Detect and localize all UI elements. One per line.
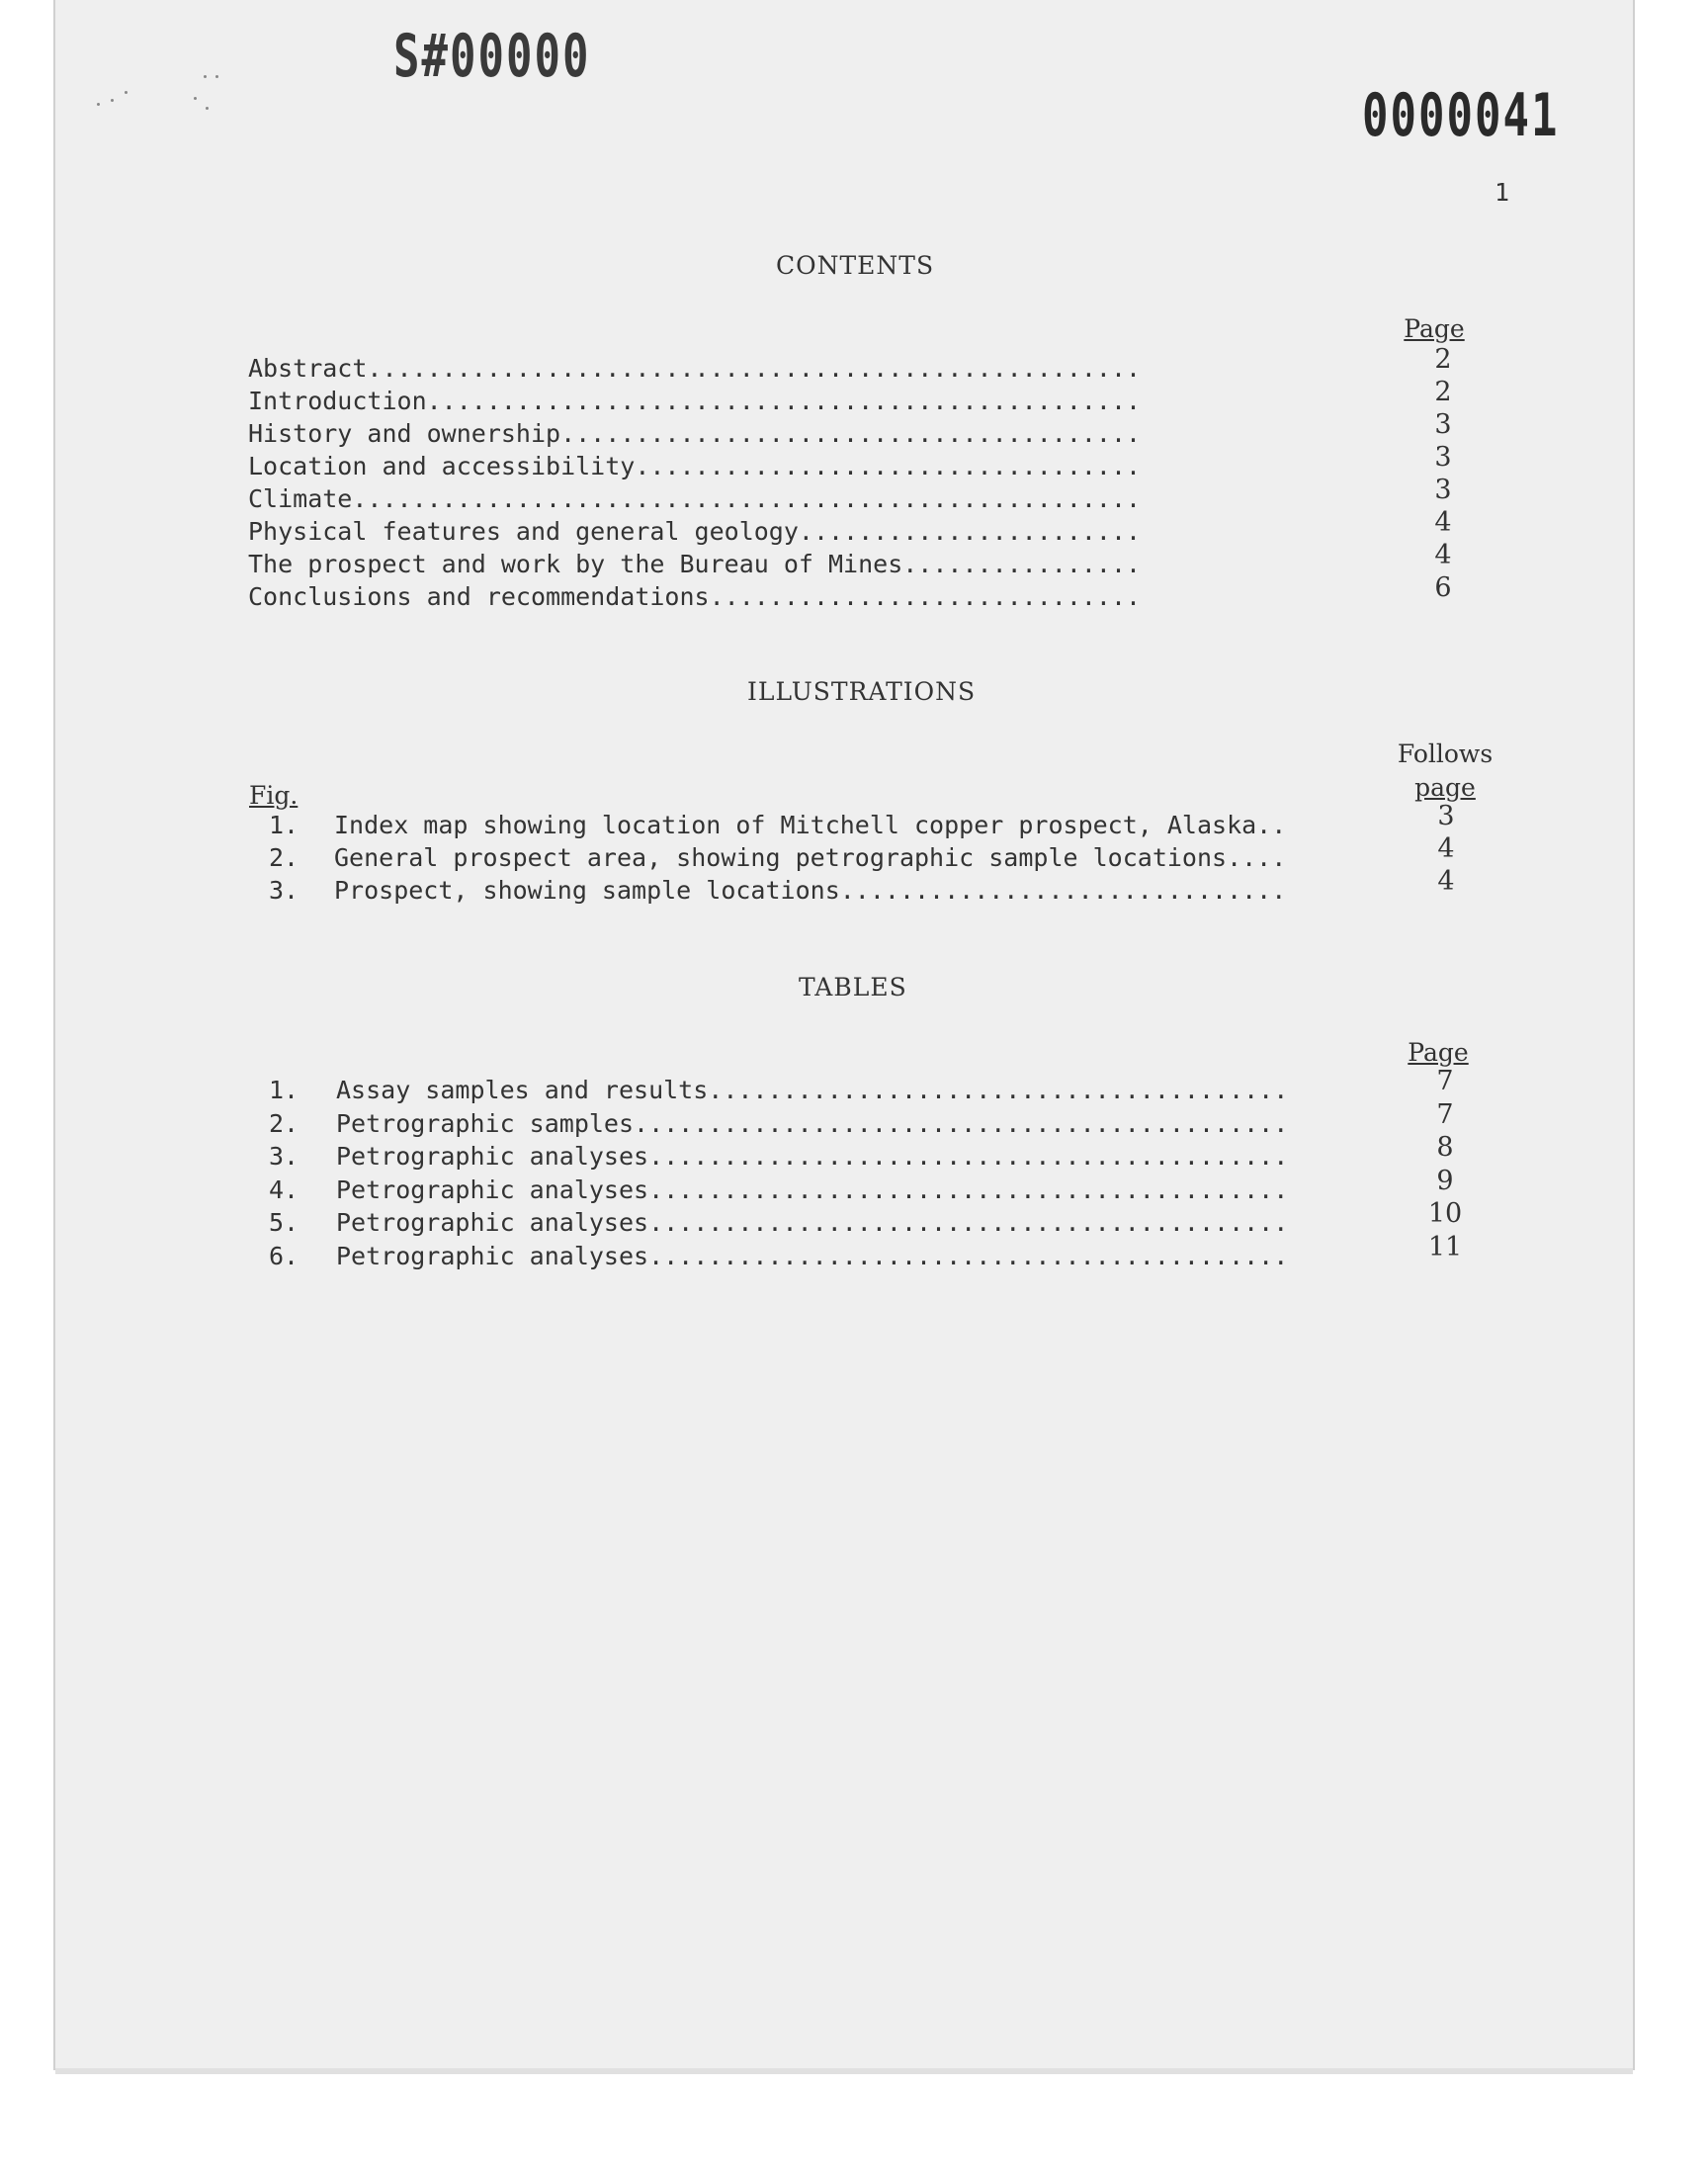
illustrations-entry-number: 1. [269,811,299,839]
illustrations-entry-number: 2. [269,843,299,872]
tables-page-header: Page [1408,1038,1469,1067]
speck [204,75,207,78]
speck [194,97,197,100]
contents-entry-page: 3 [1434,409,1452,440]
tables-entry-title: Assay samples and results....................................... [336,1076,1289,1104]
illustrations-entry-title: Index map showing location of Mitchell copper prospect, Alaska.. [334,811,1287,839]
tables-entry-number: 1. [269,1076,299,1104]
contents-entry-page: 4 [1434,507,1452,538]
speck [215,75,218,78]
illustrations-title: ILLUSTRATIONS [747,677,977,706]
contents-entry-title: Introduction................................................ [248,387,1156,415]
tables-entry-number: 3. [269,1142,299,1171]
document-page [55,0,1633,2068]
speck [97,103,100,106]
tables-entry-title: Petrographic samples............................................ [336,1108,1289,1138]
tables-entry-page: 7 [1436,1098,1454,1130]
page-number: 1 [1494,178,1510,207]
tables-entry-title: Petrographic analyses........................................... [336,1174,1289,1204]
page-edge [55,2068,1633,2074]
illustrations-entry-page: 3 [1437,801,1455,831]
illustrations-entry-page: 4 [1437,866,1455,897]
contents-page-header: Page [1404,314,1465,343]
tables-entry-number: 5. [269,1208,299,1237]
contents-entry-title: History and ownership....................................... [248,419,1156,448]
speck [206,107,209,110]
contents-entry-title: Conclusions and recommendations............................. [248,582,1156,611]
tables-entry-page: 8 [1436,1132,1454,1163]
tables-entry-number: 6. [269,1241,299,1270]
contents-entry-page: 2 [1434,377,1452,407]
illustrations-entry-title: Prospect, showing sample locations.............................. [334,876,1287,905]
tables-entry-title: Petrographic analyses........................................... [336,1208,1289,1237]
contents-entry-page: 4 [1434,540,1452,570]
contents-entry-page: 2 [1434,344,1452,375]
tables-title: TABLES [799,973,907,1001]
illustrations-entry-title: General prospect area, showing petrographic sample locations.... [334,843,1287,872]
stamp-top-number: S#00000 [393,23,591,91]
illustrations-entry-number: 3. [269,876,299,905]
speck [125,91,128,94]
illustrations-follows-header: Follows [1397,740,1494,768]
stamp-right-number: 0000041 [1362,82,1560,150]
contents-entry-title: Abstract.................................................... [248,354,1156,383]
illustrations-entry-page: 4 [1437,833,1455,864]
illustrations-page-header: page [1414,773,1476,802]
contents-entry-title: Physical features and general geology....................... [248,517,1156,546]
tables-entry-title: Petrographic analyses........................................... [336,1142,1289,1171]
tables-entry-page: 11 [1427,1231,1463,1262]
contents-entry-title: Climate..................................................... [248,484,1156,513]
tables-entry-number: 2. [269,1108,299,1138]
illustrations-fig-header: Fig. [249,781,299,810]
tables-entry-page: 9 [1436,1165,1454,1196]
tables-entry-number: 4. [269,1174,299,1204]
contents-entry-title: The prospect and work by the Bureau of Mines................ [248,550,1156,578]
contents-entry-title: Location and accessibility.................................. [248,452,1156,480]
contents-title: CONTENTS [776,251,935,280]
speck [111,99,114,102]
contents-entry-page: 3 [1434,442,1452,473]
tables-entry-title: Petrographic analyses........................................... [336,1241,1289,1270]
contents-entry-page: 6 [1434,572,1452,603]
tables-entry-page: 10 [1427,1198,1463,1229]
tables-entry-page: 7 [1436,1066,1454,1096]
contents-entry-page: 3 [1434,475,1452,505]
